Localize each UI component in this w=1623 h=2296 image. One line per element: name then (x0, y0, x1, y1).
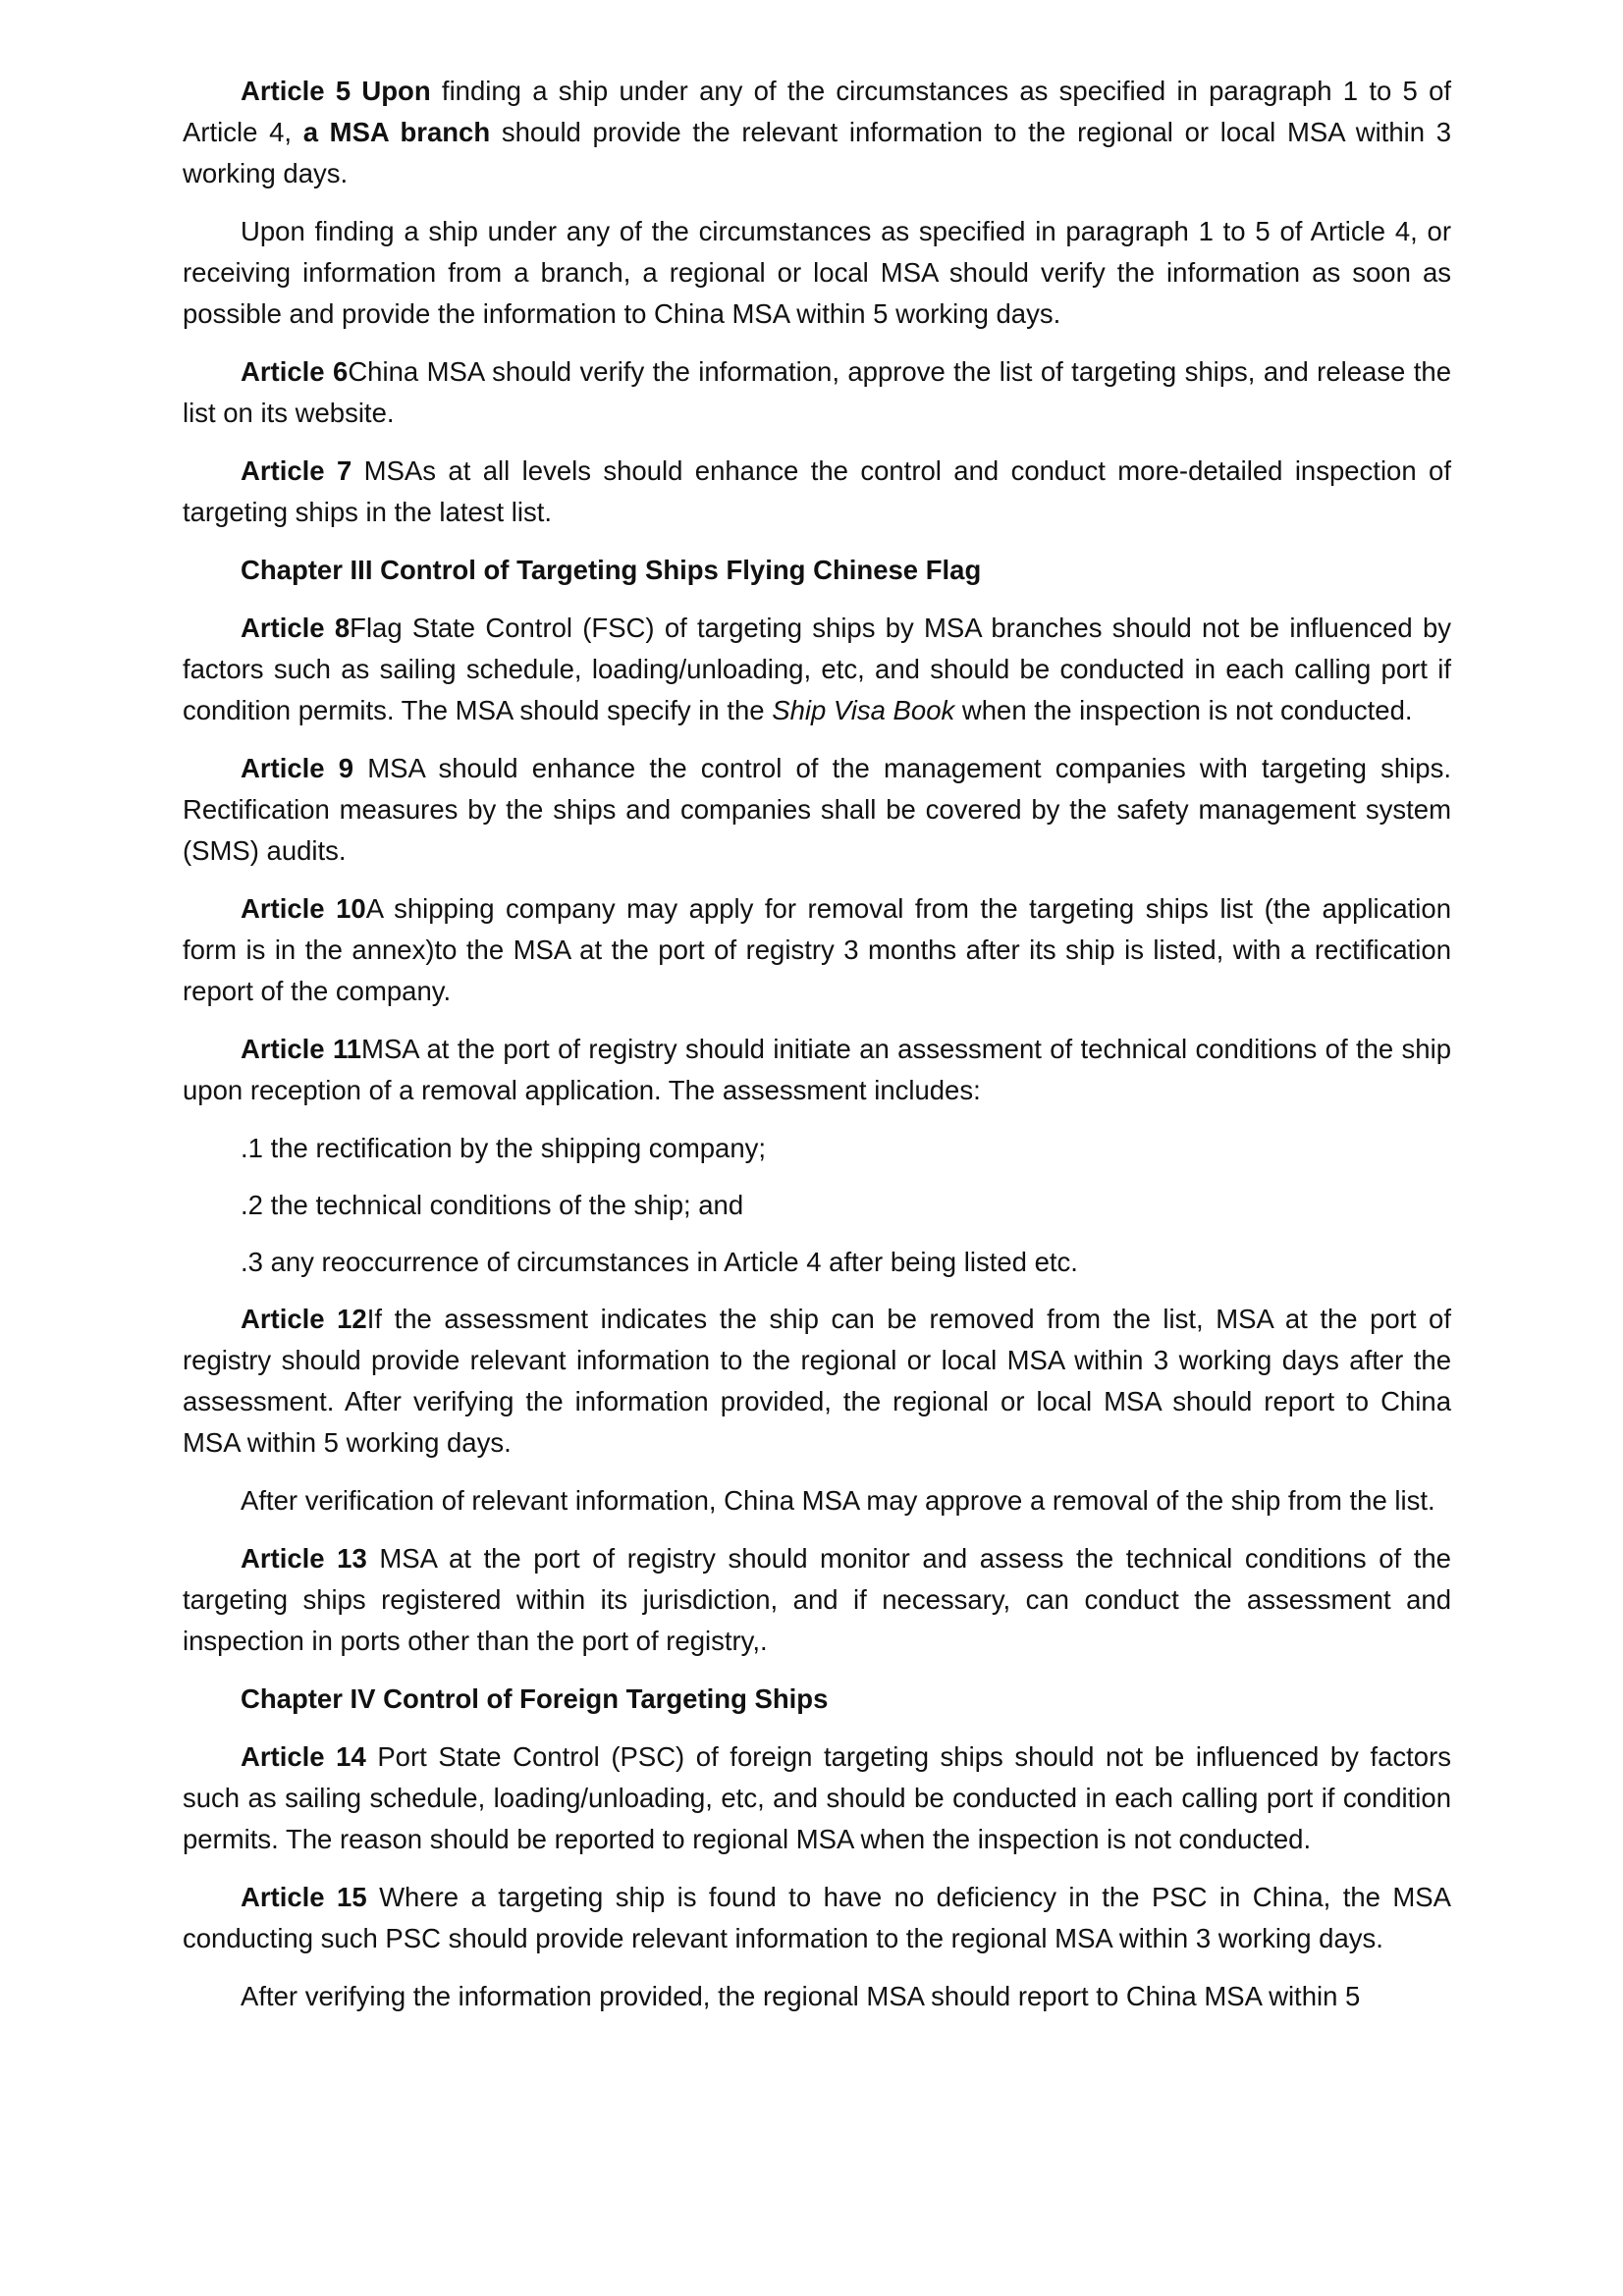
paragraph-text: MSA at the port of registry should initiate an assessment of technical conditions of the ship upon reception of a removal application. The assessment includes: (183, 1034, 1451, 1105)
paragraph (183, 1976, 1451, 2017)
paragraph-text: If the assessment indicates the ship can be removed from the list, MSA at the port of registry should provide relevant information to the regional or local MSA within 3 working days after the assessment. After verifying the information provided, the regional or local MSA should report to China MSA within 5 working days. (183, 1304, 1451, 1458)
document-page (183, 71, 1451, 2034)
paragraph-text: China MSA should verify the information, approve the list of targeting ships, and release the list on its website. (183, 356, 1451, 428)
article-label: Article 9 (241, 753, 354, 783)
article-label: Article 7 (241, 455, 352, 486)
article-label: Article 11 (241, 1034, 362, 1064)
article-label: Article 14 (241, 1741, 366, 1772)
article-label: Article 13 (241, 1543, 367, 1574)
paragraph-text: MSA at the port of registry should monitor and assess the technical conditions of the targeting ships registered within its jurisdiction, and if necessary, can conduct the assessment and inspection in ports other than the port of registry,. (183, 1543, 1451, 1656)
paragraph-text: .2 the technical conditions of the ship; and (241, 1190, 744, 1220)
paragraph-text: Flag State Control (FSC) of targeting ships by MSA branches should not be influenced by factors such as sailing schedule, loading/unloading, etc, and should be conducted in each calling port if condition permits. The MSA should specify in the (183, 613, 1451, 725)
article-label: Article 10 (241, 893, 366, 924)
paragraph (183, 451, 1451, 533)
paragraph-text: should provide the relevant information to the regional or local MSA within 3 working days. (183, 117, 1451, 188)
article-label: Article 12 (241, 1304, 367, 1334)
paragraph-text: .3 any reoccurrence of circumstances in Article 4 after being listed etc. (241, 1247, 1078, 1277)
list-item (183, 1242, 1451, 1283)
paragraph (183, 71, 1451, 194)
article-label: Article 6 (241, 356, 349, 387)
paragraph-text: MSA should enhance the control of the management companies with targeting ships. Rectification measures by the ships and companies shall be covered by the safety management system (SMS) audits. (183, 753, 1451, 866)
paragraph (183, 1736, 1451, 1860)
paragraph (183, 748, 1451, 872)
paragraph-text: when the inspection is not conducted. (954, 695, 1413, 725)
chapter-heading (183, 1679, 1451, 1720)
paragraph-text: Where a targeting ship is found to have no deficiency in the PSC in China, the MSA conducting such PSC should provide relevant information to the regional MSA within 3 working days. (183, 1882, 1451, 1953)
emphasis-text: Ship Visa Book (772, 695, 955, 725)
paragraph (183, 1538, 1451, 1662)
paragraph-text: A shipping company may apply for removal from the targeting ships list (the application form is in the annex)to the MSA at the port of registry 3 months after its ship is listed, with a rectification report of the company. (183, 893, 1451, 1006)
paragraph (183, 1877, 1451, 1959)
paragraph (183, 211, 1451, 335)
article-label: Article 5 Upon (241, 76, 431, 106)
paragraph (183, 351, 1451, 434)
list-item (183, 1128, 1451, 1169)
paragraph (183, 1480, 1451, 1522)
chapter-heading (183, 550, 1451, 591)
article-label: a MSA branch (302, 117, 491, 147)
paragraph-text: After verifying the information provided, the regional MSA should report to China MSA within 5 (241, 1981, 1361, 2011)
article-label: Article 8 (241, 613, 351, 643)
paragraph (183, 1299, 1451, 1464)
paragraph (183, 888, 1451, 1012)
paragraph-text: .1 the rectification by the shipping company; (241, 1133, 767, 1163)
paragraph (183, 1029, 1451, 1111)
list-item (183, 1185, 1451, 1226)
paragraph-text: After verification of relevant information, China MSA may approve a removal of the ship from the list. (241, 1485, 1435, 1516)
article-label: Article 15 (241, 1882, 367, 1912)
paragraph-text: finding a ship under any of the circumstances as specified in paragraph 1 to 5 of Article 4, (183, 76, 1452, 147)
paragraph-text: Port State Control (PSC) of foreign targeting ships should not be influenced by factors such as sailing schedule, loading/unloading, etc, and should be conducted in each calling port if condition permits. The reason should be reported to regional MSA when the inspection is not conducted. (183, 1741, 1452, 1854)
paragraph (183, 608, 1451, 731)
paragraph-text: Upon finding a ship under any of the circumstances as specified in paragraph 1 to 5 of Article 4, or receiving information from a branch, a regional or local MSA should verify the information as soon as possible and provide the information to China MSA within 5 working days. (183, 216, 1451, 329)
paragraph-text: MSAs at all levels should enhance the control and conduct more-detailed inspection of targeting ships in the latest list. (183, 455, 1451, 527)
paragraph-text: Chapter IV Control of Foreign Targeting Ships (241, 1683, 829, 1714)
paragraph-text: Chapter III Control of Targeting Ships Flying Chinese Flag (241, 555, 982, 585)
